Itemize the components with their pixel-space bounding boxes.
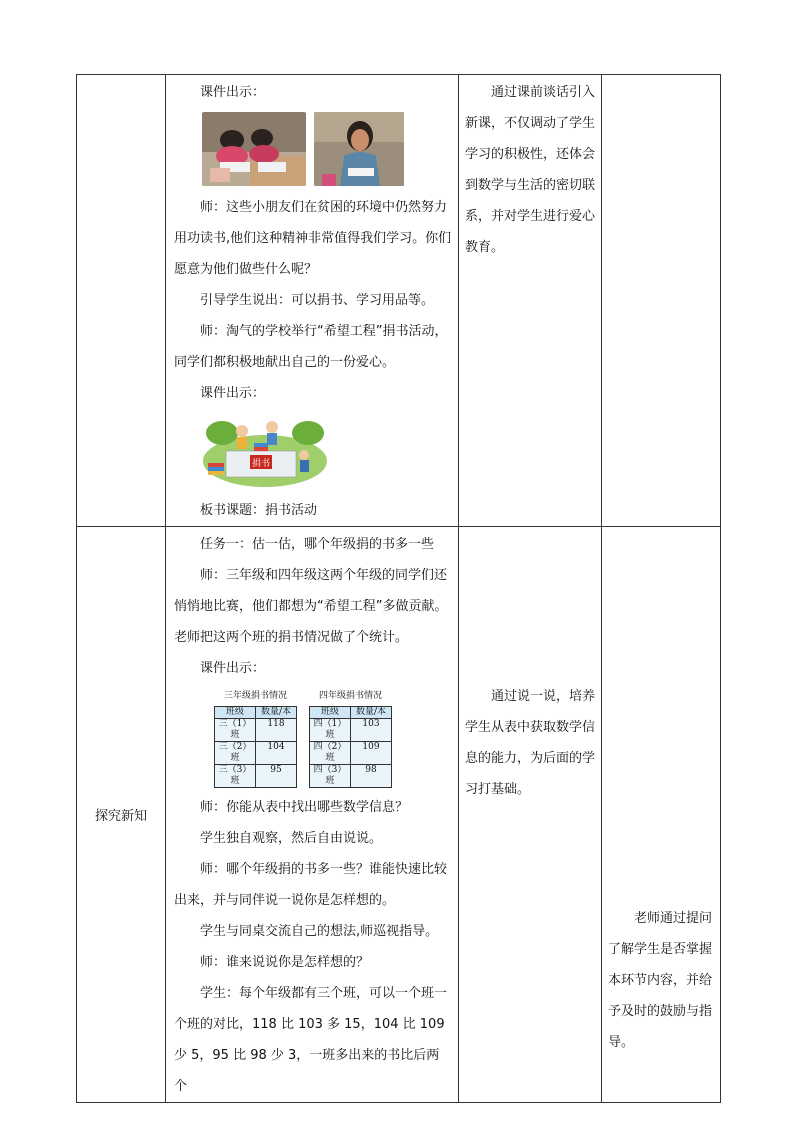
paragraph: 师：谁来说说你是怎样想的？ bbox=[200, 955, 370, 970]
photo-girl-writing bbox=[314, 112, 418, 186]
paragraph: 板书课题：捐书活动 bbox=[200, 503, 318, 518]
table-cell: 四（2）班 bbox=[310, 742, 351, 765]
table-cell: 四（1）班 bbox=[310, 719, 351, 742]
stage-label: 探究新知 bbox=[94, 809, 147, 824]
remark-cell bbox=[602, 527, 721, 1103]
paragraph: 师：三年级和四年级这两个年级的同学们还悄悄地比赛，他们都想为“希望工程”多做贡献。老师把这两个班的捐书情况做了个统计。 bbox=[174, 568, 448, 645]
photo-group bbox=[202, 112, 452, 186]
teaching-remark: 老师通过提问了解学生是否掌握本环节内容，并给予及时的鼓励与指导。 bbox=[608, 911, 713, 1050]
lesson-row-intro bbox=[77, 75, 721, 527]
paragraph: 学生与同桌交流自己的想法,师巡视指导。 bbox=[200, 924, 439, 939]
scene-sign-text: 捐书 bbox=[251, 459, 271, 469]
table-cell: 104 bbox=[256, 742, 297, 765]
header-cell: 班级 bbox=[215, 707, 256, 719]
table-cell: 118 bbox=[256, 719, 297, 742]
photo-children-reading bbox=[202, 112, 306, 186]
stage-cell bbox=[77, 527, 166, 1103]
paragraph: 学生：每个年级都有三个班，可以一个班一个班的对比，118 比 103 多 15，104 比 109 少 5，95 比 98 少 3，一班多出来的书比后两个 bbox=[174, 986, 448, 1094]
paragraph: 任务一：估一估，哪个年级捐的书多一些 bbox=[200, 537, 435, 552]
table-cell: 四（3）班 bbox=[310, 765, 351, 788]
header-cell: 数量/本 bbox=[256, 707, 297, 719]
remark-cell bbox=[602, 75, 721, 527]
paragraph: 课件出示： bbox=[200, 661, 266, 676]
statistics-tables bbox=[214, 688, 452, 788]
paragraph: 学生独自观察，然后自由说说。 bbox=[200, 831, 383, 846]
lesson-plan-table bbox=[76, 74, 721, 1103]
paragraph: 师：哪个年级捐的书多一些？谁能快速比较出来，并与同伴说一说你是怎样想的。 bbox=[174, 862, 448, 908]
table-cell: 98 bbox=[351, 765, 392, 788]
paragraph: 师：淘气的学校举行“希望工程”捐书活动，同学们都积极地献出自己的一份爱心。 bbox=[174, 324, 448, 370]
table-caption: 四年级捐书情况 bbox=[318, 691, 382, 701]
table-cell: 三（2）班 bbox=[215, 742, 256, 765]
table-cell: 三（3）班 bbox=[215, 765, 256, 788]
stage-cell bbox=[77, 75, 166, 527]
paragraph: 师：你能从表中找出哪些数学信息？ bbox=[200, 800, 409, 815]
content-cell bbox=[166, 75, 459, 527]
design-intent: 通过课前谈话引入新课，不仅调动了学生学习的积极性，还体会到数学与生活的密切联系，并对学生进行爱心教育。 bbox=[465, 85, 596, 255]
header-cell: 班级 bbox=[310, 707, 351, 719]
content-cell bbox=[166, 527, 459, 1103]
paragraph: 课件出示： bbox=[200, 386, 266, 401]
design-intent: 通过说一说，培养学生从表中获取数学信息的能力，为后面的学习打基础。 bbox=[465, 689, 596, 797]
table-caption: 三年级捐书情况 bbox=[223, 691, 287, 701]
grade3-table bbox=[214, 688, 297, 788]
intent-cell bbox=[459, 527, 602, 1103]
table-cell: 三（1）班 bbox=[215, 719, 256, 742]
table-cell: 95 bbox=[256, 765, 297, 788]
table-cell: 109 bbox=[351, 742, 392, 765]
paragraph: 引导学生说出：可以捐书、学习用品等。 bbox=[200, 293, 435, 308]
intent-cell bbox=[459, 75, 602, 527]
table-cell: 103 bbox=[351, 719, 392, 742]
book-donation-illustration bbox=[202, 411, 328, 489]
paragraph: 课件出示： bbox=[200, 85, 266, 100]
grade4-table bbox=[309, 688, 392, 788]
paragraph: 师：这些小朋友们在贫困的环境中仍然努力用功读书,他们这种精神非常值得我们学习。你们愿意为他们做些什么呢？ bbox=[174, 200, 452, 277]
lesson-row-explore bbox=[77, 527, 721, 1103]
header-cell: 数量/本 bbox=[351, 707, 392, 719]
